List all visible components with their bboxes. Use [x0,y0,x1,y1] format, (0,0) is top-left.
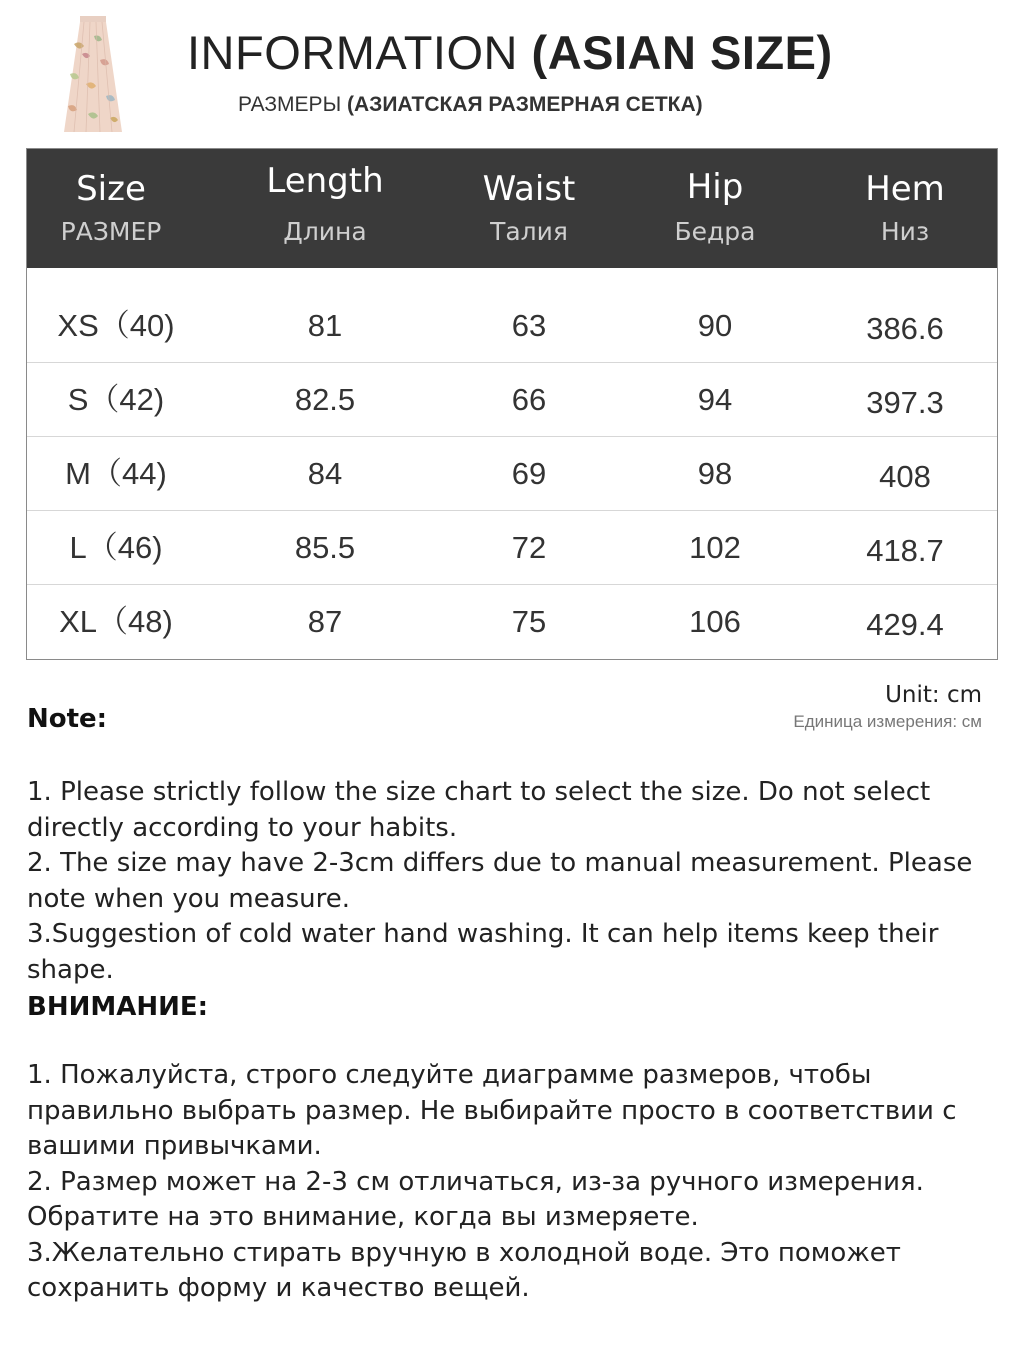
column-header-size [27,149,195,268]
table-row [27,437,997,511]
note-item: 3.Желательно стирать вручную в холодной воде. Это поможет сохранить форму и качество вещей. [27,1237,901,1303]
cell-waist: 69 [511,456,547,491]
cell-size: S（42) [67,382,165,417]
column-header-sublabel: Низ [880,217,930,246]
note-item: 1. Please strictly follow the size chart to select the size. Do not select directly according to your habits. [27,777,931,843]
note-item: 1. Пожалуйста, строго следуйте диаграмме размеров, чтобы правильно выбрать размер. Не выбирайте просто в соответствии с вашими привычками. [27,1060,957,1161]
column-header-sublabel: Длина [283,217,367,246]
column-header-sublabel: Талия [490,217,568,246]
cell-length: 87 [307,604,343,639]
cell-waist: 66 [511,382,547,417]
cell-length: 85.5 [294,530,356,565]
cell-length: 82.5 [294,382,356,417]
column-header-sublabel: Бедра [674,217,756,246]
note-body-ru [27,1058,987,1307]
cell-hem: 397.3 [866,385,944,420]
cell-hem: 408 [879,459,931,494]
column-header-hip [615,149,815,268]
column-header-hem [805,149,1005,268]
cell-hem: 429.4 [866,607,944,642]
cell-length: 84 [307,456,343,491]
cell-waist: 75 [511,604,547,639]
column-header-label: Hem [865,169,945,209]
column-header-label: Length [266,161,384,201]
cell-size: L（46) [69,530,163,565]
cell-hip: 98 [697,456,733,491]
column-header-label: Hip [686,167,744,207]
cell-size: M（44) [65,456,167,491]
column-header-label: Size [76,169,146,209]
note-body [27,775,987,988]
table-row [27,511,997,585]
subtitle-asian-size: (АЗИАТСКАЯ РАЗМЕРНАЯ СЕТКА) [347,93,703,116]
column-header-label: Waist [482,169,576,209]
cell-size: XL（48) [59,604,173,639]
skirt-thumbnail-image [60,14,126,136]
table-row [27,585,997,659]
cell-hip: 106 [689,604,741,639]
size-table [26,148,998,660]
page-title [187,26,833,80]
note-item: 2. The size may have 2-3cm differs due to manual measurement. Please note when you measure. [27,848,973,914]
cell-length: 81 [307,308,343,343]
page-subtitle [238,92,703,118]
cell-hem: 386.6 [866,311,944,346]
cell-hip: 90 [697,308,733,343]
column-header-waist [429,149,629,268]
table-row [27,363,997,437]
cell-size: XS（40) [57,308,175,343]
note-item: 2. Размер может на 2-3 см отличаться, из-за ручного измерения. Обратите на это внимание, когда вы измеряете. [27,1166,924,1232]
cell-hem: 418.7 [866,533,944,568]
cell-waist: 72 [511,530,547,565]
table-row [27,289,997,363]
note-heading: Note: [27,704,108,734]
title-asian-size: (ASIAN SIZE) [531,26,833,79]
column-header-sublabel: РАЗМЕР [60,217,162,246]
column-header-length [225,149,425,268]
unit-label-ru: Единица измерения: см [793,712,982,731]
subtitle-text: РАЗМЕРЫ [238,93,347,116]
note-item: 3.Suggestion of cold water hand washing. It can help items keep their shape. [27,919,939,985]
title-text: INFORMATION [187,26,532,79]
cell-waist: 63 [511,308,547,343]
cell-hip: 94 [697,382,733,417]
cell-hip: 102 [689,530,741,565]
note-heading-ru: ВНИМАНИЕ: [27,992,209,1022]
table-header [27,149,997,268]
unit-label: Unit: cm [885,682,982,708]
